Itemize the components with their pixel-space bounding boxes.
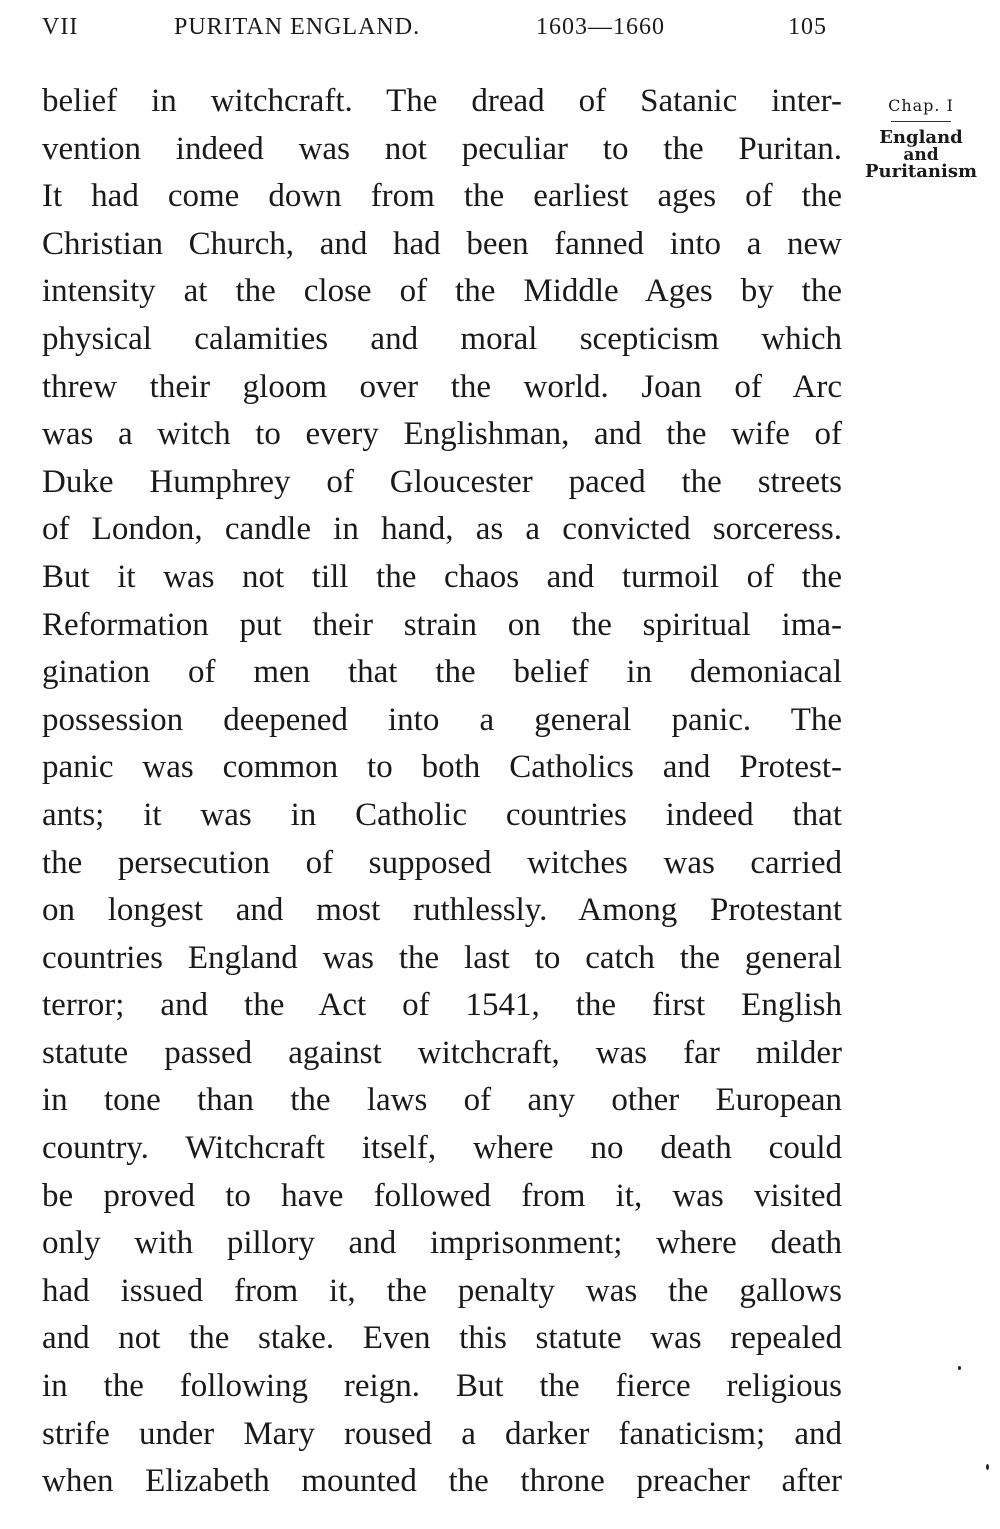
sidenote-line: Puritanism [864, 161, 978, 182]
body-text [42, 78, 842, 1506]
text-line: had issued from it, the penalty was the gallows [42, 1272, 842, 1309]
print-speck [958, 1366, 961, 1370]
text-line: countries England was the last to catch the general [42, 939, 842, 976]
text-line: vention indeed was not peculiar to the Puritan. [42, 130, 842, 167]
text-line: on longest and most ruthlessly. Among Protestant [42, 892, 842, 929]
text-line: only with pillory and imprisonment; where death [42, 1225, 842, 1262]
text-line: country. Witchcraft itself, where no death could [42, 1130, 842, 1167]
text-line: Christian Church, and had been fanned into a new [42, 225, 842, 262]
header-chapter-number: VII [42, 14, 79, 40]
text-line: It had come down from the earliest ages of the [42, 178, 842, 215]
text-line: and not the stake. Even this statute was repealed [42, 1320, 842, 1357]
sidenote-chapter: Chap. I [888, 96, 954, 115]
text-line: be proved to have followed from it, was visited [42, 1177, 842, 1214]
margin-sidenote [846, 96, 996, 182]
text-line: strife under Mary roused a darker fanaticism; and [42, 1415, 842, 1452]
sidenote-line: and [903, 145, 939, 165]
text-line: gination of men that the belief in demoniacal [42, 654, 842, 691]
text-line: terror; and the Act of 1541, the first English [42, 987, 842, 1024]
header-dates: 1603—1660 [536, 14, 665, 40]
text-line: But it was not till the chaos and turmoil of the [42, 558, 842, 595]
running-header [42, 14, 842, 50]
sidenote-rule [891, 121, 951, 122]
text-line: Duke Humphrey of Gloucester paced the streets [42, 463, 842, 500]
text-line: was a witch to every Englishman, and the wife of [42, 416, 842, 453]
sidenote-line: England [879, 127, 963, 148]
text-line: threw their gloom over the world. Joan of Arc [42, 368, 842, 405]
text-line: physical calamities and moral scepticism which [42, 320, 842, 357]
text-line: in the following reign. But the fierce religious [42, 1368, 842, 1405]
text-line: the persecution of supposed witches was carried [42, 844, 842, 881]
text-line: statute passed against witchcraft, was far milder [42, 1034, 842, 1071]
text-line: when Elizabeth mounted the throne preacher after [42, 1463, 842, 1500]
text-line: in tone than the laws of any other European [42, 1082, 842, 1119]
text-line: possession deepened into a general panic. The [42, 701, 842, 738]
page-number: 105 [788, 14, 827, 40]
text-line: of London, candle in hand, as a convicted sorceress. [42, 511, 842, 548]
text-line: Reformation put their strain on the spiritual ima- [42, 606, 842, 643]
text-line: ants; it was in Catholic countries indeed that [42, 796, 842, 833]
print-speck [986, 1464, 989, 1470]
text-line: intensity at the close of the Middle Ages by the [42, 273, 842, 310]
header-book-title: PURITAN ENGLAND. [174, 14, 421, 40]
text-line: panic was common to both Catholics and Protest- [42, 749, 842, 786]
text-line: belief in witchcraft. The dread of Satanic inter- [42, 83, 842, 119]
